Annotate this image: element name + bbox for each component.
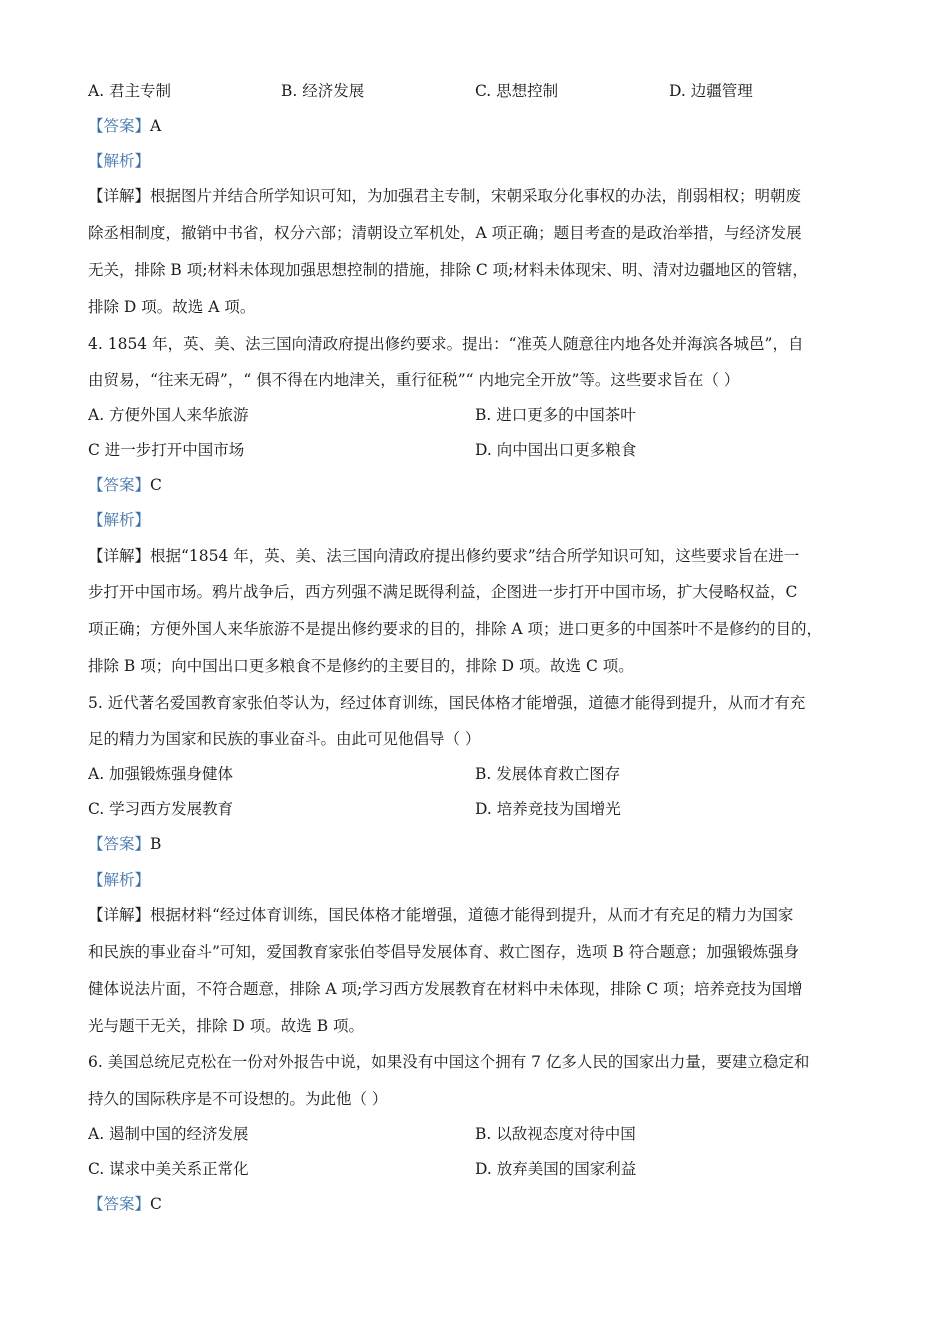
- q4-stem-line-1: 4. 1854 年，英、美、法三国向清政府提出修约要求。提出：“准英人随意往内地各处并海滨各城邑”，自: [88, 335, 804, 353]
- q3-detail-line-4: 排除 D 项。故选 A 项。: [88, 298, 256, 316]
- q3-option-a: A. 君主专制: [88, 82, 172, 100]
- q3-detail-line-3: 无关，排除 B 项;材料未体现加强思想控制的措施，排除 C 项;材料未体现宋、明、清对边疆地区的管辖，: [88, 261, 808, 279]
- q3-detail-line-1: 【详解】根据图片并结合所学知识可知，为加强君主专制，宋朝采取分化事权的办法，削弱相权；明朝废: [88, 187, 802, 205]
- q5-detail-line-3: 健体说法片面，不符合题意，排除 A 项;学习西方发展教育在材料中未体现，排除 C 项；培养竞技为国增: [88, 980, 803, 998]
- q5-detail-line-4: 光与题干无关，排除 D 项。故选 B 项。: [88, 1017, 365, 1035]
- q5-option-a: A. 加强锻炼强身健体: [88, 765, 234, 783]
- q5-detail-line-2: 和民族的事业奋斗”可知，爱国教育家张伯苓倡导发展体育、救亡图存，选项 B 符合题意；加强锻炼强身: [88, 943, 800, 961]
- answer-value: A: [150, 117, 162, 135]
- q4-analysis-label: 【解析】: [88, 511, 151, 529]
- q6-option-d: D. 放弃美国的国家利益: [475, 1160, 637, 1178]
- answer-value: B: [150, 835, 162, 853]
- q4-detail-line-4: 排除 B 项；向中国出口更多粮食不是修约的主要目的，排除 D 项。故选 C 项。: [88, 657, 634, 675]
- q5-option-c: C. 学习西方发展教育: [88, 800, 234, 818]
- q6-option-c: C. 谋求中美关系正常化: [88, 1160, 249, 1178]
- answer-label: 【答案】: [88, 476, 151, 494]
- q5-option-b: B. 发展体育救亡图存: [475, 765, 621, 783]
- answer-label: 【答案】: [88, 1195, 151, 1213]
- answer-value: C: [150, 476, 162, 494]
- q5-stem-line-2: 足的精力为国家和民族的事业奋斗。由此可见他倡导（ ）: [88, 730, 481, 748]
- answer-label: 【答案】: [88, 117, 151, 135]
- q4-detail-line-3: 项正确；方便外国人来华旅游不是提出修约要求的目的，排除 A 项；进口更多的中国茶叶不是修约的目的，: [88, 620, 823, 638]
- q3-option-b: B. 经济发展: [281, 82, 365, 100]
- q6-answer: [88, 1193, 162, 1215]
- q3-analysis-label: 【解析】: [88, 152, 151, 170]
- q4-option-a: A. 方便外国人来华旅游: [88, 406, 249, 424]
- q3-detail-line-2: 除丞相制度，撤销中书省，权分六部；清朝设立军机处，A 项正确；题目考查的是政治举措，与经济发展: [88, 224, 802, 242]
- q6-option-b: B. 以敌视态度对待中国: [475, 1125, 636, 1143]
- q3-option-c: C. 思想控制: [475, 82, 559, 100]
- answer-label: 【答案】: [88, 835, 151, 853]
- q6-option-a: A. 遏制中国的经济发展: [88, 1125, 249, 1143]
- q5-stem-line-1: 5. 近代著名爱国教育家张伯苓认为，经过体育训练，国民体格才能增强，道德才能得到提升，从而才有充: [88, 694, 806, 712]
- q6-stem-line-1: 6. 美国总统尼克松在一份对外报告中说，如果没有中国这个拥有 7 亿多人民的国家出力量，要建立稳定和: [88, 1053, 810, 1071]
- q4-option-c: C 进一步打开中国市场: [88, 441, 245, 459]
- q5-answer: [88, 833, 161, 855]
- q3-option-d: D. 边疆管理: [669, 82, 753, 100]
- q4-detail-line-2: 步打开中国市场。鸦片战争后，西方列强不满足既得利益，企图进一步打开中国市场，扩大侵略权益，C: [88, 583, 798, 601]
- q4-option-d: D. 向中国出口更多粮食: [475, 441, 637, 459]
- q4-option-b: B. 进口更多的中国茶叶: [475, 406, 636, 424]
- q4-stem-line-2: 由贸易，“往来无碍”，“ 俱不得在内地津关，重行征税”“ 内地完全开放”等。这些要求旨在（ ）: [88, 371, 740, 389]
- q5-detail-line-1: 【详解】根据材料“经过体育训练，国民体格才能增强，道德才能得到提升，从而才有充足的精力为国家: [88, 906, 794, 924]
- q4-detail-line-1: 【详解】根据“1854 年，英、美、法三国向清政府提出修约要求”结合所学知识可知，这些要求旨在进一: [88, 547, 800, 565]
- q5-option-d: D. 培养竞技为国增光: [475, 800, 621, 818]
- q3-answer: [88, 115, 161, 137]
- answer-value: C: [150, 1195, 162, 1213]
- q6-stem-line-2: 持久的国际秩序是不可设想的。为此他（ ）: [88, 1090, 388, 1108]
- q4-answer: [88, 474, 162, 496]
- q5-analysis-label: 【解析】: [88, 871, 151, 889]
